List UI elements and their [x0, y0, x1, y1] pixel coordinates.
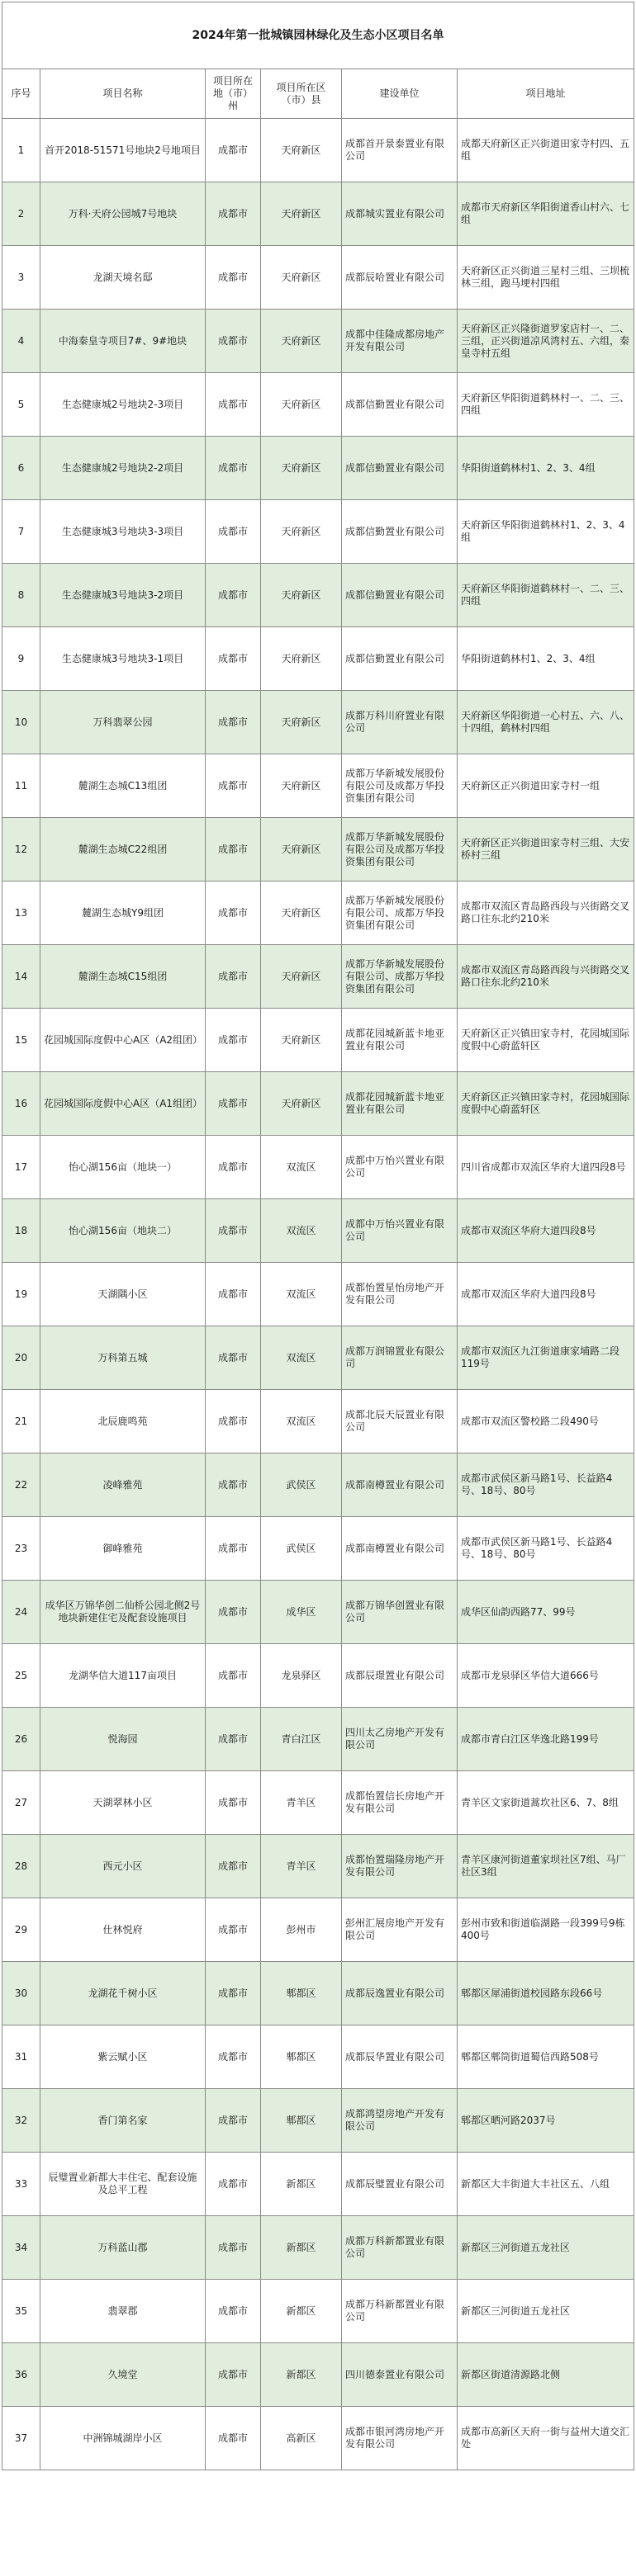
cell-project-address: 成都市双流区警校路二段490号 [458, 1390, 634, 1453]
cell-seq: 17 [2, 1136, 40, 1199]
cell-project-address: 天府新区华阳街道鹤林村一、二、三、四组 [458, 373, 634, 437]
table-body [2, 119, 634, 2470]
cell-city: 成都市 [206, 1453, 261, 1517]
cell-project-name: 龙湖华信大道117亩项目 [40, 1644, 206, 1708]
cell-project-name: 天湖隅小区 [40, 1263, 206, 1326]
cell-seq: 26 [2, 1708, 40, 1771]
cell-project-name: 翡翠郡 [40, 2280, 206, 2343]
cell-construction-unit: 成都中万怡兴置业有限公司 [342, 1199, 458, 1263]
cell-project-address: 新都区三河街道五龙社区 [458, 2280, 634, 2343]
cell-district: 天府新区 [261, 373, 342, 437]
cell-seq: 35 [2, 2280, 40, 2343]
cell-city: 成都市 [206, 310, 261, 373]
cell-project-address: 华阳街道鹤林村1、2、3、4组 [458, 627, 634, 691]
cell-city: 成都市 [206, 1390, 261, 1453]
cell-seq: 19 [2, 1263, 40, 1326]
cell-district: 天府新区 [261, 627, 342, 691]
cell-district: 郫都区 [261, 2089, 342, 2153]
cell-project-name: 紫云赋小区 [40, 2025, 206, 2089]
cell-city: 成都市 [206, 2343, 261, 2407]
cell-project-name: 生态健康城3号地块3-2项目 [40, 564, 206, 627]
cell-project-name: 怡心湖156亩（地块二） [40, 1199, 206, 1263]
cell-city: 成都市 [206, 754, 261, 818]
cell-district: 武侯区 [261, 1453, 342, 1517]
cell-seq: 9 [2, 627, 40, 691]
cell-project-address: 天府新区正兴街道田家寺村三组、大安桥村三组 [458, 818, 634, 882]
cell-city: 成都市 [206, 627, 261, 691]
cell-seq: 2 [2, 182, 40, 246]
cell-city: 成都市 [206, 1136, 261, 1199]
cell-construction-unit: 成都万华新城发展股份有限公司、成都万华投资集团有限公司 [342, 882, 458, 945]
cell-district: 成华区 [261, 1581, 342, 1644]
cell-seq: 10 [2, 691, 40, 754]
cell-district: 天府新区 [261, 1072, 342, 1136]
cell-seq: 30 [2, 1962, 40, 2025]
cell-district: 彭州市 [261, 1898, 342, 1962]
cell-project-address: 成都市双流区青岛路西段与兴街路交叉路口往东北约210米 [458, 882, 634, 945]
header-seq: 序号 [2, 69, 40, 119]
cell-seq: 20 [2, 1326, 40, 1390]
table-row [2, 1962, 634, 2025]
table-row [2, 119, 634, 182]
cell-city: 成都市 [206, 2280, 261, 2343]
cell-seq: 21 [2, 1390, 40, 1453]
cell-construction-unit: 成都万科川府置业有限公司 [342, 691, 458, 754]
cell-project-address: 天府新区正兴镇田家寺村，花园城国际度假中心蔚蓝轩区 [458, 1072, 634, 1136]
cell-project-name: 怡心湖156亩（地块一） [40, 1136, 206, 1199]
table-row [2, 1136, 634, 1199]
cell-project-name: 麓湖生态城C22组团 [40, 818, 206, 882]
cell-seq: 7 [2, 500, 40, 564]
cell-project-name: 龙湖天境名邸 [40, 246, 206, 310]
cell-project-name: 生态健康城2号地块2-3项目 [40, 373, 206, 437]
cell-project-address: 天府新区华阳街道一心村五、六、八、十四组，鹤林村四组 [458, 691, 634, 754]
cell-district: 双流区 [261, 1136, 342, 1199]
cell-project-address: 新都区三河街道五龙社区 [458, 2216, 634, 2280]
cell-seq: 31 [2, 2025, 40, 2089]
cell-city: 成都市 [206, 437, 261, 500]
cell-district: 天府新区 [261, 182, 342, 246]
table-row [2, 1581, 634, 1644]
cell-seq: 14 [2, 945, 40, 1009]
cell-project-address: 成都市高新区天府一街与益州大道交汇处 [458, 2407, 634, 2470]
cell-seq: 33 [2, 2153, 40, 2216]
cell-seq: 28 [2, 1835, 40, 1898]
cell-construction-unit: 成都辰璟置业有限公司 [342, 1644, 458, 1708]
cell-district: 郫都区 [261, 2025, 342, 2089]
table-row [2, 1898, 634, 1962]
cell-construction-unit: 成都万锦华创置业有限公司 [342, 1581, 458, 1644]
cell-project-name: 成华区万锦华创二仙桥公园北侧2号地块新建住宅及配套设施项目 [40, 1581, 206, 1644]
cell-construction-unit: 成都万科新都置业有限公司 [342, 2216, 458, 2280]
table-row [2, 2407, 634, 2470]
cell-district: 天府新区 [261, 818, 342, 882]
cell-district: 青羊区 [261, 1771, 342, 1835]
cell-construction-unit: 四川太乙房地产开发有限公司 [342, 1708, 458, 1771]
table-row [2, 882, 634, 945]
cell-city: 成都市 [206, 1072, 261, 1136]
cell-district: 青羊区 [261, 1835, 342, 1898]
cell-project-address: 天府新区正兴街道田家寺村一组 [458, 754, 634, 818]
cell-project-name: 麓湖生态城C13组团 [40, 754, 206, 818]
cell-project-name: 仕林悦府 [40, 1898, 206, 1962]
cell-project-name: 悦海园 [40, 1708, 206, 1771]
table-row [2, 1708, 634, 1771]
cell-city: 成都市 [206, 2089, 261, 2153]
cell-seq: 34 [2, 2216, 40, 2280]
table-row [2, 1326, 634, 1390]
cell-seq: 29 [2, 1898, 40, 1962]
cell-seq: 36 [2, 2343, 40, 2407]
cell-seq: 23 [2, 1517, 40, 1581]
cell-seq: 37 [2, 2407, 40, 2470]
cell-project-name: 中洲锦城湖岸小区 [40, 2407, 206, 2470]
cell-city: 成都市 [206, 1263, 261, 1326]
cell-construction-unit: 成都信勤置业有限公司 [342, 564, 458, 627]
cell-project-name: 万科翡翠公园 [40, 691, 206, 754]
cell-project-address: 郫都区犀浦街道校园路东段66号 [458, 1962, 634, 2025]
cell-construction-unit: 成都万华新城发展股份有限公司及成都万华投资集团有限公司 [342, 818, 458, 882]
cell-construction-unit: 成都南樽置业有限公司 [342, 1453, 458, 1517]
cell-city: 成都市 [206, 373, 261, 437]
cell-district: 双流区 [261, 1390, 342, 1453]
cell-project-address: 成都市青白江区华逸北路199号 [458, 1708, 634, 1771]
cell-construction-unit: 成都万华新城发展股份有限公司、成都万华投资集团有限公司 [342, 945, 458, 1009]
cell-seq: 13 [2, 882, 40, 945]
cell-seq: 27 [2, 1771, 40, 1835]
cell-district: 天府新区 [261, 437, 342, 500]
cell-district: 新都区 [261, 2343, 342, 2407]
cell-project-address: 成都市天府新区华阳街道香山村六、七组 [458, 182, 634, 246]
cell-project-address: 天府新区正兴镇田家寺村，花园城国际度假中心蔚蓝轩区 [458, 1009, 634, 1072]
project-list-table [2, 2, 634, 2470]
table-row [2, 1072, 634, 1136]
cell-construction-unit: 成都信勤置业有限公司 [342, 627, 458, 691]
cell-district: 双流区 [261, 1263, 342, 1326]
cell-construction-unit: 成都中万怡兴置业有限公司 [342, 1136, 458, 1199]
cell-city: 成都市 [206, 1517, 261, 1581]
cell-city: 成都市 [206, 1009, 261, 1072]
cell-city: 成都市 [206, 882, 261, 945]
cell-construction-unit: 成都花园城新蓝卡地亚置业有限公司 [342, 1072, 458, 1136]
cell-construction-unit: 成都辰哈置业有限公司 [342, 246, 458, 310]
cell-district: 青白江区 [261, 1708, 342, 1771]
cell-city: 成都市 [206, 182, 261, 246]
cell-seq: 22 [2, 1453, 40, 1517]
cell-city: 成都市 [206, 1835, 261, 1898]
cell-district: 新都区 [261, 2216, 342, 2280]
cell-project-name: 御峰雅苑 [40, 1517, 206, 1581]
cell-construction-unit: 成都鸿望房地产开发有限公司 [342, 2089, 458, 2153]
table-row [2, 373, 634, 437]
cell-construction-unit: 成都信勤置业有限公司 [342, 437, 458, 500]
cell-seq: 8 [2, 564, 40, 627]
table-title: 2024年第一批城镇园林绿化及生态小区项目名单 [2, 2, 634, 69]
cell-district: 郫都区 [261, 1962, 342, 2025]
cell-construction-unit: 成都市银河湾房地产开发有限公司 [342, 2407, 458, 2470]
table-row [2, 691, 634, 754]
cell-construction-unit: 成都怡置信长房地产开发有限公司 [342, 1771, 458, 1835]
cell-district: 天府新区 [261, 119, 342, 182]
cell-district: 天府新区 [261, 754, 342, 818]
cell-project-name: 生态健康城3号地块3-1项目 [40, 627, 206, 691]
cell-district: 天府新区 [261, 691, 342, 754]
cell-city: 成都市 [206, 1326, 261, 1390]
cell-project-name: 辰璧置业新都大丰住宅、配套设施及总平工程 [40, 2153, 206, 2216]
cell-city: 成都市 [206, 500, 261, 564]
table-row [2, 1390, 634, 1453]
cell-project-name: 麓湖生态城Y9组团 [40, 882, 206, 945]
table-row [2, 182, 634, 246]
table-row [2, 2280, 634, 2343]
cell-seq: 18 [2, 1199, 40, 1263]
cell-project-name: 首开2018-51571号地块2号地项目 [40, 119, 206, 182]
cell-project-address: 郫都区晒河路2037号 [458, 2089, 634, 2153]
cell-project-name: 万科·天府公园城7号地块 [40, 182, 206, 246]
table-row [2, 1771, 634, 1835]
cell-project-address: 青羊区康河街道董家坝社区7组、马厂社区3组 [458, 1835, 634, 1898]
table-row [2, 1835, 634, 1898]
table-row [2, 818, 634, 882]
cell-project-name: 香门第名家 [40, 2089, 206, 2153]
cell-seq: 1 [2, 119, 40, 182]
cell-city: 成都市 [206, 1708, 261, 1771]
cell-project-name: 万科蓝山郡 [40, 2216, 206, 2280]
cell-construction-unit: 成都怡置瑞隆房地产开发有限公司 [342, 1835, 458, 1898]
cell-construction-unit: 成都首开景泰置业有限公司 [342, 119, 458, 182]
cell-project-name: 生态健康城2号地块2-2项目 [40, 437, 206, 500]
table-row [2, 1009, 634, 1072]
table-row [2, 754, 634, 818]
cell-project-name: 天湖翠林小区 [40, 1771, 206, 1835]
table-row [2, 2089, 634, 2153]
table-row [2, 2025, 634, 2089]
header-construction-unit: 建设单位 [342, 69, 458, 119]
cell-project-address: 天府新区华阳街道鹤林村一、二、三、四组 [458, 564, 634, 627]
table-row [2, 627, 634, 691]
cell-city: 成都市 [206, 818, 261, 882]
cell-project-address: 华阳街道鹤林村1、2、3、4组 [458, 437, 634, 500]
cell-seq: 15 [2, 1009, 40, 1072]
cell-project-name: 久境堂 [40, 2343, 206, 2407]
table-row [2, 1199, 634, 1263]
cell-project-address: 天府新区华阳街道鹤林村1、2、3、4组 [458, 500, 634, 564]
cell-seq: 4 [2, 310, 40, 373]
header-district: 项目所在区（市）县 [261, 69, 342, 119]
cell-project-address: 新都区大丰街道大丰社区五、八组 [458, 2153, 634, 2216]
cell-project-name: 花园城国际度假中心A区（A2组团） [40, 1009, 206, 1072]
cell-project-address: 四川省成都市双流区华府大道四段8号 [458, 1136, 634, 1199]
cell-project-address: 成都市武侯区新马路1号、长益路4号、18号、80号 [458, 1517, 634, 1581]
cell-project-address: 彭州市致和街道临湖路一段399号9栋400号 [458, 1898, 634, 1962]
cell-project-address: 成都市双流区九江街道康家埔路二段119号 [458, 1326, 634, 1390]
table-row [2, 2153, 634, 2216]
cell-construction-unit: 成都万润锦置业有限公司 [342, 1326, 458, 1390]
cell-district: 武侯区 [261, 1517, 342, 1581]
cell-construction-unit: 成都辰逸置业有限公司 [342, 1962, 458, 2025]
cell-construction-unit: 成都万科新都置业有限公司 [342, 2280, 458, 2343]
cell-district: 新都区 [261, 2280, 342, 2343]
cell-district: 天府新区 [261, 246, 342, 310]
cell-district: 龙泉驿区 [261, 1644, 342, 1708]
cell-seq: 16 [2, 1072, 40, 1136]
cell-project-address: 新都区街道清源路北侧 [458, 2343, 634, 2407]
cell-construction-unit: 成都怡置星怡房地产开发有限公司 [342, 1263, 458, 1326]
cell-city: 成都市 [206, 1771, 261, 1835]
cell-city: 成都市 [206, 564, 261, 627]
table-row [2, 1453, 634, 1517]
cell-district: 天府新区 [261, 1009, 342, 1072]
cell-seq: 3 [2, 246, 40, 310]
cell-city: 成都市 [206, 2216, 261, 2280]
cell-project-name: 麓湖生态城C15组团 [40, 945, 206, 1009]
header-row [2, 69, 634, 119]
cell-city: 成都市 [206, 1962, 261, 2025]
cell-seq: 11 [2, 754, 40, 818]
cell-project-name: 万科第五城 [40, 1326, 206, 1390]
cell-project-address: 成都市双流区华府大道四段8号 [458, 1263, 634, 1326]
cell-city: 成都市 [206, 246, 261, 310]
cell-project-address: 成都市龙泉驿区华信大道666号 [458, 1644, 634, 1708]
table-row [2, 246, 634, 310]
cell-district: 天府新区 [261, 564, 342, 627]
cell-project-name: 龙湖花千树小区 [40, 1962, 206, 2025]
cell-construction-unit: 成都辰璧置业有限公司 [342, 2153, 458, 2216]
cell-construction-unit: 成都南樽置业有限公司 [342, 1517, 458, 1581]
table-row [2, 564, 634, 627]
table-row [2, 310, 634, 373]
cell-project-address: 成都市武侯区新马路1号、长益路4号、18号、80号 [458, 1453, 634, 1517]
cell-construction-unit: 四川德泰置业有限公司 [342, 2343, 458, 2407]
cell-seq: 32 [2, 2089, 40, 2153]
cell-district: 天府新区 [261, 945, 342, 1009]
cell-project-name: 北辰鹿鸣苑 [40, 1390, 206, 1453]
header-city: 项目所在地（市）州 [206, 69, 261, 119]
cell-project-address: 成都市双流区华府大道四段8号 [458, 1199, 634, 1263]
cell-construction-unit: 成都信勤置业有限公司 [342, 500, 458, 564]
cell-district: 双流区 [261, 1326, 342, 1390]
cell-district: 双流区 [261, 1199, 342, 1263]
cell-project-name: 凌峰雅苑 [40, 1453, 206, 1517]
cell-project-address: 天府新区正兴街道三星村三组、三坝梳林三组，跑马埂村四组 [458, 246, 634, 310]
cell-project-name: 生态健康城3号地块3-3项目 [40, 500, 206, 564]
cell-city: 成都市 [206, 2407, 261, 2470]
cell-seq: 5 [2, 373, 40, 437]
cell-construction-unit: 成都辰华置业有限公司 [342, 2025, 458, 2089]
cell-construction-unit: 成都城实置业有限公司 [342, 182, 458, 246]
table-row [2, 2216, 634, 2280]
table-row [2, 437, 634, 500]
cell-city: 成都市 [206, 119, 261, 182]
cell-project-name: 西元小区 [40, 1835, 206, 1898]
cell-project-address: 成都市双流区青岛路西段与兴街路交叉路口往东北约210米 [458, 945, 634, 1009]
table-row [2, 500, 634, 564]
cell-construction-unit: 成都花园城新蓝卡地亚置业有限公司 [342, 1009, 458, 1072]
cell-city: 成都市 [206, 1898, 261, 1962]
cell-city: 成都市 [206, 2153, 261, 2216]
cell-construction-unit: 成都中佳隆成都房地产开发有限公司 [342, 310, 458, 373]
header-project-name: 项目名称 [40, 69, 206, 119]
cell-city: 成都市 [206, 1644, 261, 1708]
cell-project-address: 青羊区文家街道蒿坎社区6、7、8组 [458, 1771, 634, 1835]
cell-district: 高新区 [261, 2407, 342, 2470]
cell-construction-unit: 彭州汇展房地产开发有限公司 [342, 1898, 458, 1962]
table-row [2, 1263, 634, 1326]
cell-city: 成都市 [206, 1581, 261, 1644]
cell-seq: 24 [2, 1581, 40, 1644]
cell-project-address: 成华区仙韵西路77、99号 [458, 1581, 634, 1644]
table-row [2, 1517, 634, 1581]
cell-seq: 12 [2, 818, 40, 882]
cell-district: 新都区 [261, 2153, 342, 2216]
cell-district: 天府新区 [261, 310, 342, 373]
cell-seq: 25 [2, 1644, 40, 1708]
cell-project-name: 花园城国际度假中心A区（A1组团） [40, 1072, 206, 1136]
cell-project-address: 郫都区郫筒街道蜀信西路508号 [458, 2025, 634, 2089]
cell-project-name: 中海秦皇寺项目7#、9#地块 [40, 310, 206, 373]
cell-construction-unit: 成都信勤置业有限公司 [342, 373, 458, 437]
cell-city: 成都市 [206, 2025, 261, 2089]
cell-district: 天府新区 [261, 882, 342, 945]
cell-construction-unit: 成都北辰天辰置业有限公司 [342, 1390, 458, 1453]
cell-city: 成都市 [206, 691, 261, 754]
cell-district: 天府新区 [261, 500, 342, 564]
table-row [2, 945, 634, 1009]
cell-city: 成都市 [206, 1199, 261, 1263]
cell-project-address: 天府新区正兴隆街道罗家店村一、二、三组，正兴街道凉风湾村五、六组，秦皇寺村五组 [458, 310, 634, 373]
cell-construction-unit: 成都万华新城发展股份有限公司及成都万华投资集团有限公司 [342, 754, 458, 818]
cell-project-address: 成都天府新区正兴街道田家寺村四、五组 [458, 119, 634, 182]
cell-city: 成都市 [206, 945, 261, 1009]
table-row [2, 2343, 634, 2407]
table-row [2, 1644, 634, 1708]
cell-seq: 6 [2, 437, 40, 500]
header-project-address: 项目地址 [458, 69, 634, 119]
